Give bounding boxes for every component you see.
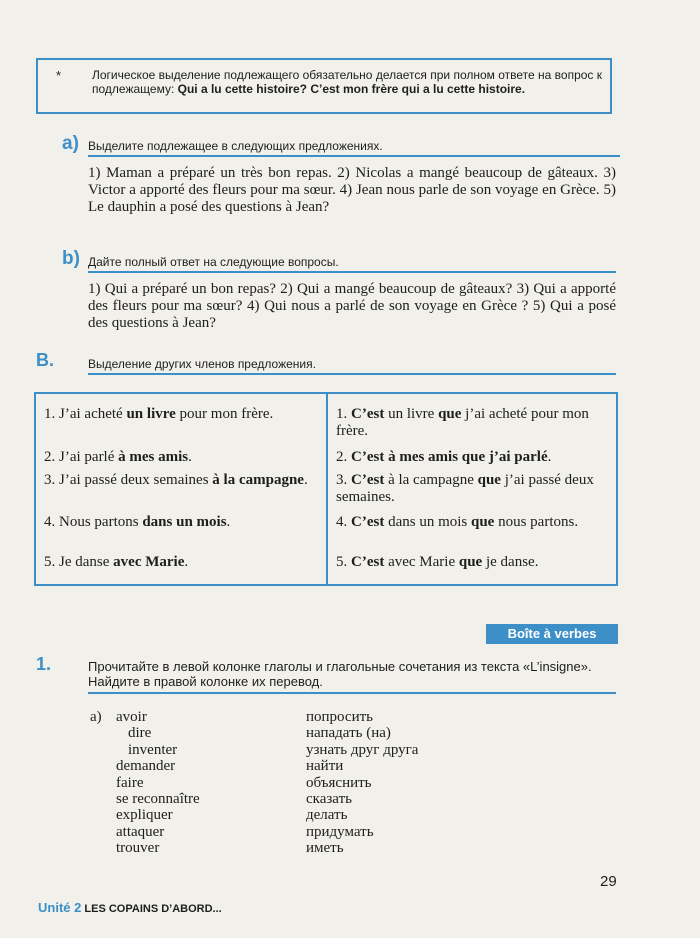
russian-translation-item: узнать друг друга: [306, 741, 419, 758]
french-verb-item: demander: [116, 758, 176, 775]
footer-unit: Unité 2: [38, 900, 82, 915]
russian-translation-item: попросить: [306, 709, 374, 725]
section-b-letter: b): [62, 248, 80, 269]
russian-translation-item: объяснить: [306, 774, 372, 791]
french-verb-item: faire: [116, 774, 144, 791]
french-verb-item: expliquer: [116, 807, 173, 824]
russian-translation-item: придумать: [306, 823, 374, 840]
exercise-1-rule: [88, 692, 616, 694]
table-right-row-3: 3. C’est à la campagne que j’ai passé deux semaines.: [336, 472, 594, 505]
page-number: 29: [600, 873, 617, 890]
note-text: [92, 68, 607, 96]
russian-translation-list: [306, 709, 418, 857]
russian-translation-item: найти: [306, 758, 344, 775]
section-B-letter: B.: [36, 350, 54, 370]
section-b-heading: Дайте полный ответ на следующие вопросы.: [88, 255, 339, 269]
table-left-row-2: 2. J’ai parlé à mes amis.: [44, 449, 192, 465]
french-verb-item: se reconnaître: [116, 791, 200, 808]
russian-translation-item: делать: [306, 807, 348, 824]
russian-translation-item: сказать: [306, 791, 352, 808]
french-verb-item: avoir: [116, 709, 147, 725]
section-b-rule: [88, 271, 616, 273]
section-a-rule: [88, 155, 620, 157]
french-verb-item: dire: [128, 725, 152, 742]
french-verb-item: inventer: [128, 741, 178, 758]
exercise-1-number: 1.: [36, 654, 52, 674]
section-B-rule: [88, 373, 616, 375]
footer-title: LES COPAINS D’ABORD...: [84, 903, 222, 915]
section-b-text: 1) Qui a préparé un bon repas? 2) Qui a mangé beaucoup de gâteaux? 3) Qui a apporté des fleurs pour ma sœur? 4) Qui nous a parlé de son voyage en Grèce ? 5) Qui a posé des questions à Jean?: [88, 281, 616, 331]
french-verb-item: attaquer: [116, 823, 165, 840]
table-right-row-4: 4. C’est dans un mois que nous partons.: [336, 514, 579, 530]
exercise-1-marker: a): [90, 709, 102, 725]
russian-translation-item: нападать (на): [306, 725, 391, 742]
footnote-star: *: [56, 68, 62, 83]
french-verb-list: [116, 709, 200, 857]
table-left-row-4: 4. Nous partons dans un mois.: [44, 514, 231, 530]
table-right-row-5: 5. C’est avec Marie que je danse.: [336, 554, 539, 570]
section-a-letter: a): [62, 133, 79, 154]
section-a-text: 1) Maman a préparé un très bon repas. 2) Nicolas a mangé beaucoup de gâteaux. 3) Victor a apporté des fleurs pour ma sœur. 4) Jean nous parle de son voyage en Grèce. 5) Le dauphin a posé des questions à Jean?: [88, 165, 616, 215]
table-left-row-1: 1. J’ai acheté un livre pour mon frère.: [44, 406, 274, 422]
section-B-heading: Выделение других членов предложения.: [88, 357, 316, 371]
table-right-row-1: 1. C’est un livre que j’ai acheté pour mon frère.: [336, 406, 589, 439]
footer: [38, 900, 222, 915]
table-left-row-3: 3. J’ai passé deux semaines à la campagne.: [44, 472, 308, 488]
table-right-row-2: 2. C’est à mes amis que j’ai parlé.: [336, 449, 552, 465]
table-left-row-5: 5. Je danse avec Marie.: [44, 554, 189, 570]
note-box: [36, 58, 612, 114]
table-divider: [326, 394, 328, 584]
boite-a-verbes-badge: Boîte à verbes: [486, 624, 618, 644]
section-a-heading: Выделите подлежащее в следующих предложениях.: [88, 139, 383, 153]
note-plain: Логическое выделение подлежащего обязательно делается при полном ответе на вопрос к подлежащему:: [92, 68, 603, 96]
russian-translation-item: иметь: [306, 840, 344, 857]
comparison-table: [34, 392, 618, 586]
exercise-1-heading: Прочитайте в левой колонке глаголы и глагольные сочетания из текста «L’insigne». Найдите в правой колонке их перевод.: [88, 659, 592, 689]
french-verb-item: trouver: [116, 840, 160, 857]
note-example: Qui a lu cette histoire? C’est mon frère qui a lu cette histoire.: [177, 82, 526, 96]
